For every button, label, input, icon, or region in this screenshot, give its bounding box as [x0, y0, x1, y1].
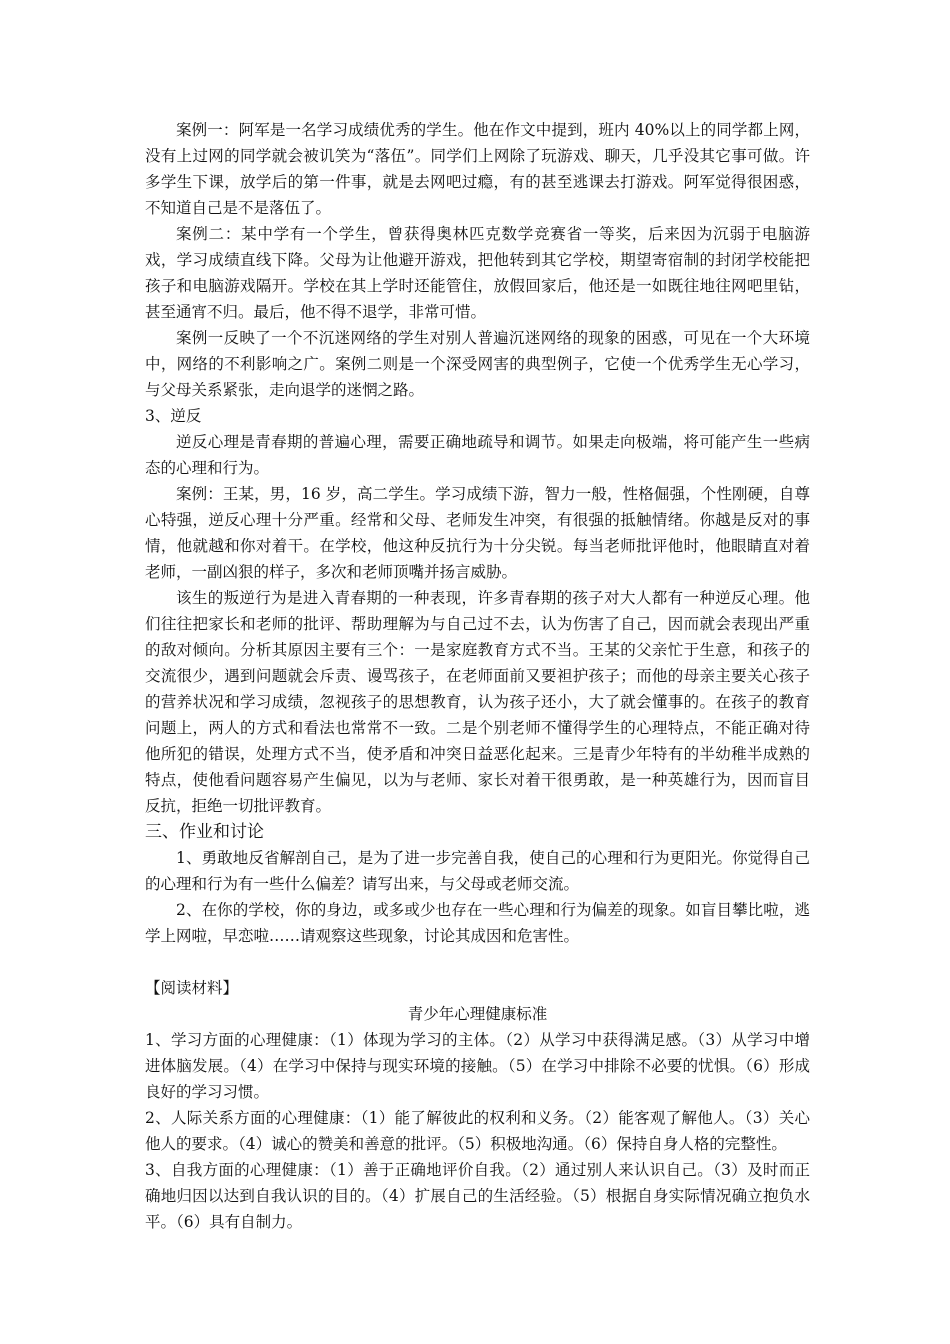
- case-analysis-paragraph: 案例一反映了一个不沉迷网络的学生对别人普遍沉迷网络的现象的困惑，可见在一个大环境中，网络的不利影响之广。案例二则是一个深受网害的典型例子，它使一个优秀学生无心学习，与父母关系紧张，走向退学的迷惘之路。: [145, 329, 810, 399]
- blank-line: [145, 949, 810, 975]
- standard-self: 3、自我方面的心理健康：（1）善于正确地评价自我。（2）通过别人来认识自己。（3）及时而正确地归因以达到自我认识的目的。（4）扩展自己的生活经验。（5）根据自身实际情况确立抱负水平。（6）具有自制力。: [145, 1161, 810, 1231]
- document-page: [145, 117, 810, 1235]
- homework-discussion-heading: 三、作业和讨论: [145, 822, 264, 842]
- rebellion-intro-paragraph: 逆反心理是青春期的普遍心理，需要正确地疏导和调节。如果走向极端，将可能产生一些病态的心理和行为。: [145, 433, 810, 477]
- reading-material-label: 【阅读材料】: [145, 979, 239, 997]
- standard-relationships: 2、人际关系方面的心理健康：（1）能了解彼此的权利和义务。（2）能客观了解他人。（3）关心他人的要求。（4）诚心的赞美和善意的批评。（5）积极地沟通。（6）保持自身人格的完整性。: [145, 1109, 810, 1153]
- rebellion-case-paragraph: 案例：王某，男，16 岁，高二学生。学习成绩下游，智力一般，性格倔强，个性刚硬，自尊心特强，逆反心理十分严重。经常和父母、老师发生冲突，有很强的抵触情绪。你越是反对的事情，他就越和你对着干。在学校，他这种反抗行为十分尖锐。每当老师批评他时，他眼睛直对着老师，一副凶狠的样子，多次和老师顶嘴并扬言威胁。: [145, 485, 810, 581]
- standard-learning: 1、学习方面的心理健康：（1）体现为学习的主体。（2）从学习中获得满足感。（3）从学习中增进体脑发展。（4）在学习中保持与现实环境的接触。（5）在学习中排除不必要的忧惧。（6）形成良好的学习习惯。: [145, 1031, 810, 1101]
- section-rebellion-heading: 3、逆反: [145, 407, 202, 425]
- homework-item-2: 2、在你的学校，你的身边，或多或少也存在一些心理和行为偏差的现象。如盲目攀比啦，逃学上网啦，早恋啦……请观察这些现象，讨论其成因和危害性。: [145, 901, 810, 945]
- homework-item-1: 1、勇敢地反省解剖自己，是为了进一步完善自我，使自己的心理和行为更阳光。你觉得自己的心理和行为有一些什么偏差？请写出来，与父母或老师交流。: [145, 849, 810, 893]
- case-two-paragraph: 案例二：某中学有一个学生，曾获得奥林匹克数学竞赛省一等奖，后来因为沉弱于电脑游戏，学习成绩直线下降。父母为让他避开游戏，把他转到其它学校，期望寄宿制的封闭学校能把孩子和电脑游戏隔开。学校在其上学时还能管住，放假回家后，他还是一如既往地往网吧里钻，甚至通宵不归。最后，他不得不退学，非常可惜。: [145, 225, 810, 321]
- rebellion-analysis-paragraph: 该生的叛逆行为是进入青春期的一种表现，许多青春期的孩子对大人都有一种逆反心理。他们往往把家长和老师的批评、帮助理解为与自己过不去，认为伤害了自己，因而就会表现出严重的敌对倾向。分析其原因主要有三个：一是家庭教育方式不当。王某的父亲忙于生意，和孩子的交流很少，遇到问题就会斥责、谩骂孩子，在老师面前又要袒护孩子；而他的母亲主要关心孩子的营养状况和学习成绩，忽视孩子的思想教育，认为孩子还小，大了就会懂事的。在孩子的教育问题上，两人的方式和看法也常常不一致。二是个别老师不懂得学生的心理特点，不能正确对待他所犯的错误，处理方式不当，使矛盾和冲突日益恶化起来。三是青少年特有的半幼稚半成熟的特点，使他看问题容易产生偏见，以为与老师、家长对着干很勇敢，是一种英雄行为，因而盲目反抗，拒绝一切批评教育。: [145, 589, 810, 815]
- reading-material-title: 青少年心理健康标准: [407, 1005, 548, 1023]
- case-one-paragraph: 案例一：阿军是一名学习成绩优秀的学生。他在作文中提到，班内 40%以上的同学都上网，没有上过网的同学就会被讥笑为“落伍”。同学们上网除了玩游戏、聊天，几乎没其它事可做。许多学生下课，放学后的第一件事，就是去网吧过瘾，有的甚至逃课去打游戏。阿军觉得很困惑，不知道自己是不是落伍了。: [145, 121, 810, 217]
